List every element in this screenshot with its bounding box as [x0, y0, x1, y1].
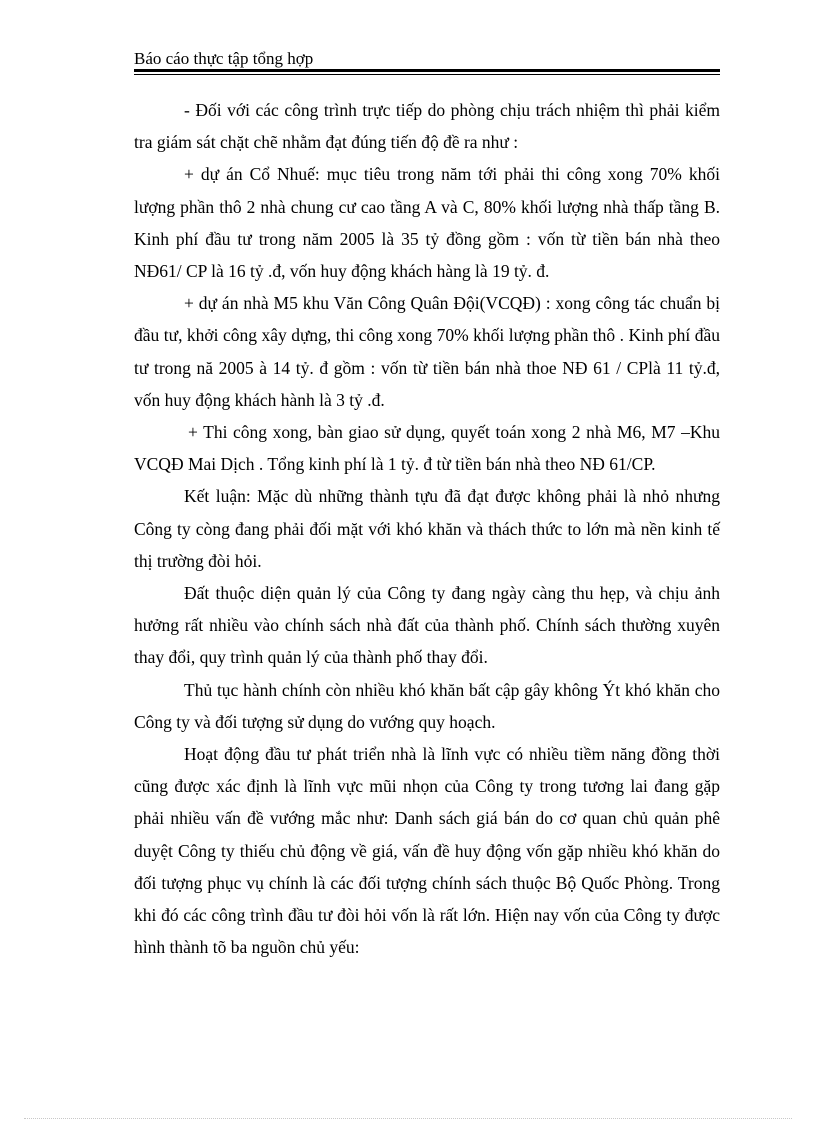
paragraph-co-nhue-project: + dự án Cổ Nhuế: mục tiêu trong năm tới phải thi công xong 70% khối lượng phần thô 2 nhà chung cư cao tầng A và C, 80% khối lượng nhà thấp tầng B. Kinh phí đầu tư trong năm 2005 là 35 tỷ đồng gồm : vốn từ tiền bán nhà theo NĐ61/ CP là 16 tỷ .đ, vốn huy động khách hàng là 19 tỷ. đ.: [134, 164, 720, 282]
page-header: [134, 48, 720, 70]
paragraph-m6-m7-handover: + Thi công xong, bàn giao sử dụng, quyết toán xong 2 nhà M6, M7 –Khu VCQĐ Mai Dịch . Tổng kinh phí là 1 tỷ. đ từ tiền bán nhà theo NĐ 61/CP.: [134, 422, 720, 475]
paragraph-conclusion: Kết luận: Mặc dù những thành tựu đã đạt được không phải là nhỏ nhưng Công ty còng đang phải đối mặt với khó khăn và thách thức to lớn mà nền kinh tế thị trường đòi hỏi.: [134, 486, 720, 571]
paragraph-land-management: Đất thuộc diện quản lý của Công ty đang ngày càng thu hẹp, và chịu ảnh hưởng rất nhiều vào chính sách nhà đất của thành phố. Chính sách thường xuyên thay đổi, quy trình quản lý của thành phố thay đổi.: [134, 583, 720, 668]
paragraph-responsibility: - Đối với các công trình trực tiếp do phòng chịu trách nhiệm thì phải kiểm tra giám sát chặt chẽ nhằm đạt đúng tiến độ đề ra như :: [134, 100, 720, 153]
header-title: Báo cáo thực tập tổng hợp: [134, 49, 314, 68]
paragraph-housing-investment: Hoạt động đầu tư phát triển nhà là lĩnh vực có nhiều tiềm năng đồng thời cũng được xác định là lĩnh vực mũi nhọn của Công ty trong tương lai đang gặp phải nhiều vấn đề vướng mắc như: Danh sách giá bán do cơ quan chủ quản phê duyệt Công ty thiếu chủ động về giá, vấn đề huy động vốn gặp nhiều khó khăn do đối tượng phục vụ chính là các đối tượng chính sách thuộc Bộ Quốc Phòng. Trong khi đó các công trình đầu tư đòi hỏi vốn là rất lớn. Hiện nay vốn của Công ty được hình thành tõ ba nguồn chủ yếu:: [134, 744, 720, 958]
paragraph-administrative-procedures: Thủ tục hành chính còn nhiều khó khăn bất cập gây không Ýt khó khăn cho Công ty và đối tượng sử dụng do vướng quy hoạch.: [134, 679, 720, 732]
page-bottom-divider: [24, 1118, 792, 1119]
document-body: [134, 94, 720, 963]
paragraph-m5-project: + dự án nhà M5 khu Văn Công Quân Đội(VCQĐ) : xong công tác chuẩn bị đầu tư, khởi công xây dựng, thi công xong 70% khối lượng phần thô . Kinh phí đầu tư trong nă 2005 à 14 tỷ. đ gồm : vốn từ tiền bán nhà thoe NĐ 61 / CPlà 11 tỷ.đ, vốn huy động khách hành là 3 tỷ .đ.: [134, 293, 720, 410]
header-rule-thin: [134, 74, 720, 75]
header-rule-thick: [134, 69, 720, 72]
